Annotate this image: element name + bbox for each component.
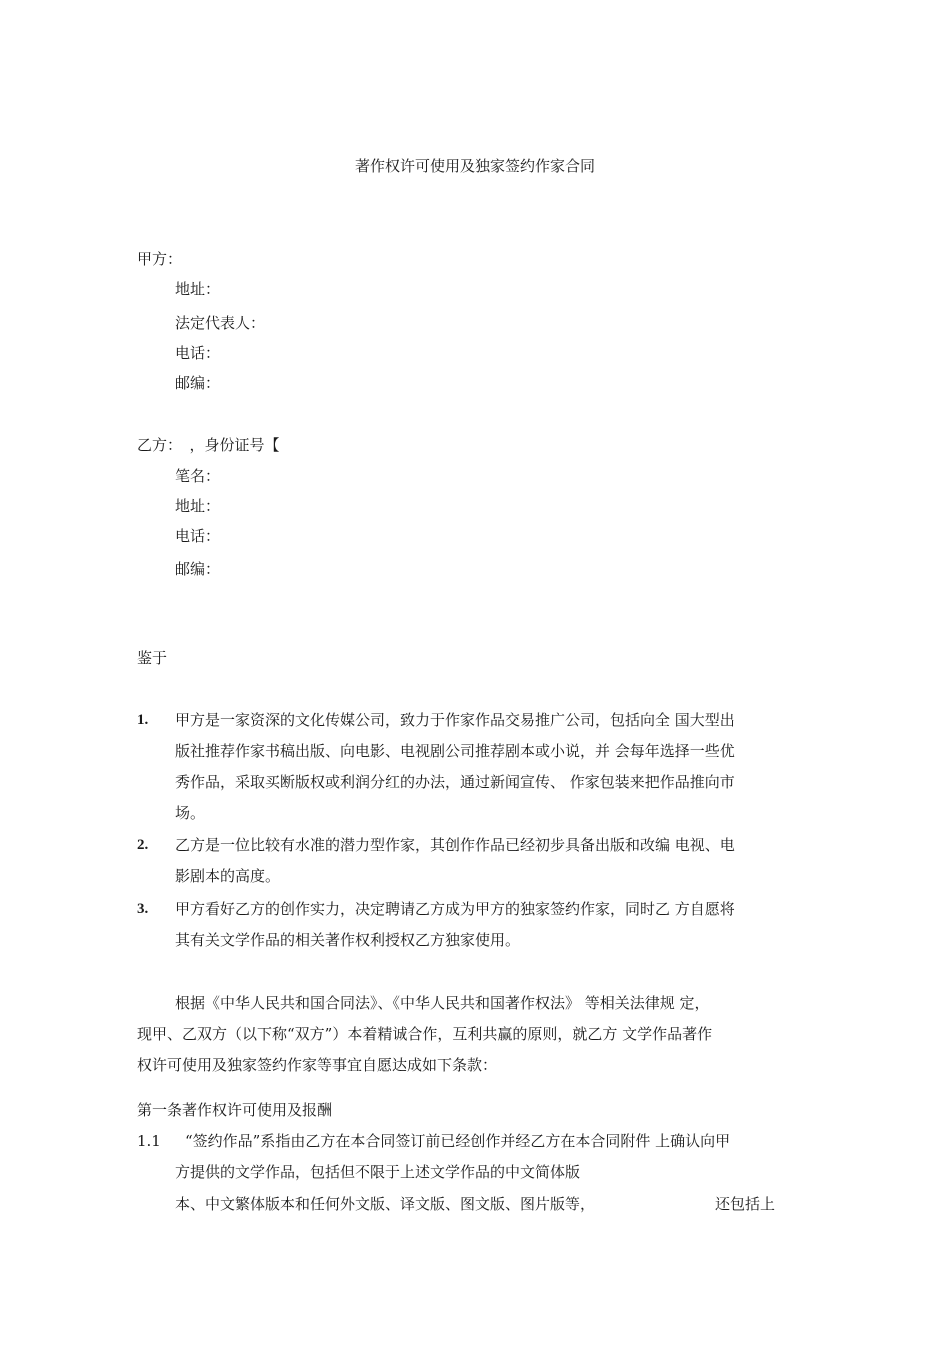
recital-line: 秀作品，采取买断版权或利润分红的办法，通过新闻宣传、 作家包装来把作品推向市 — [175, 773, 735, 791]
recital-line: 乙方是一位比较有水准的潜力型作家，其创作作品已经初步具备出版和改编 电视、电 — [175, 836, 735, 854]
party-b-postcode: 邮编： — [175, 560, 221, 578]
party-b-pen-name: 笔名： — [175, 467, 221, 485]
clause-line: “签约作品”系指由乙方在本合同签订前已经创作并经乙方在本合同附件 上确认向甲 — [185, 1132, 731, 1150]
party-a-address: 地址： — [175, 280, 221, 298]
article-heading: 第一条著作权许可使用及报酬 — [137, 1101, 333, 1119]
party-b-label: 乙方： ，身份证号【 — [137, 436, 280, 454]
recital-line: 甲方是一家资深的文化传媒公司，致力于作家作品交易推广公司，包括向全 国大型出 — [175, 711, 735, 729]
party-a-legal-rep: 法定代表人： — [175, 314, 266, 332]
recital-line: 场。 — [175, 804, 206, 822]
preamble-line: 现甲、乙双方（以下称“双方”）本着精诚合作，互利共赢的原则，就乙方 文学作品著作 — [137, 1025, 713, 1043]
clause-line: 本、中文繁体版本和任何外文版、译文版、图文版、图片版等， — [175, 1195, 596, 1213]
preamble-line: 权许可使用及独家签约作家等事宜自愿达成如下条款： — [137, 1056, 498, 1074]
party-a-label: 甲方： — [137, 250, 183, 268]
preamble-line: 根据《中华人民共和国合同法》、《中华人民共和国著作权法》 等相关法律规 定， — [175, 994, 710, 1012]
recital-number: 1. — [137, 712, 149, 728]
party-a-postcode: 邮编： — [175, 374, 221, 392]
recital-line: 甲方看好乙方的创作实力，决定聘请乙方成为甲方的独家签约作家，同时乙 方自愿将 — [175, 900, 735, 918]
party-a-phone: 电话： — [175, 344, 221, 362]
clause-number: 1.1 — [137, 1132, 161, 1150]
clause-line: 还包括上 — [715, 1195, 776, 1213]
recital-line: 其有关文学作品的相关著作权利授权乙方独家使用。 — [175, 931, 521, 949]
recital-line: 版社推荐作家书稿出版、向电影、电视剧公司推荐剧本或小说，并 会每年选择一些优 — [175, 742, 735, 760]
document-title: 著作权许可使用及独家签约作家合同 — [354, 157, 595, 175]
whereas-heading: 鉴于 — [137, 649, 168, 667]
party-b-address: 地址： — [175, 497, 221, 515]
recital-line: 影剧本的高度。 — [175, 867, 281, 885]
party-b-phone: 电话： — [175, 527, 221, 545]
recital-number: 2. — [137, 837, 149, 853]
clause-line: 方提供的文学作品，包括但不限于上述文学作品的中文简体版 — [175, 1163, 581, 1181]
recital-number: 3. — [137, 901, 149, 917]
